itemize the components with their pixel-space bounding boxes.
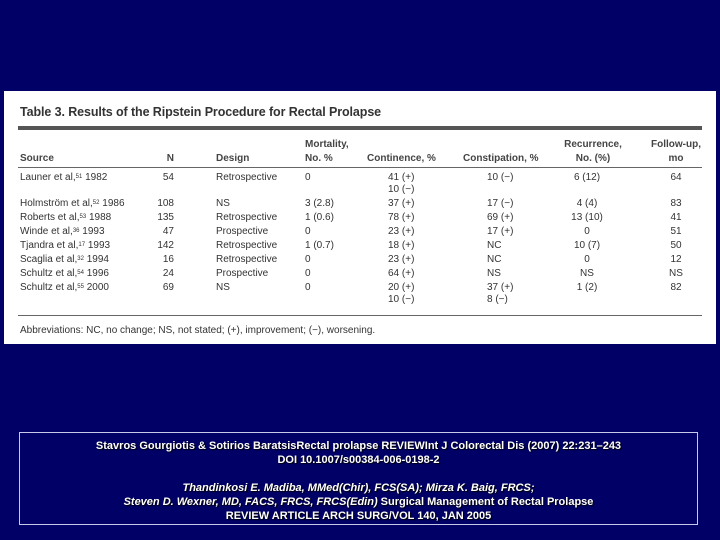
- citation-line-5: REVIEW ARTICLE ARCH SURG/VOL 140, JAN 2005: [225, 510, 492, 522]
- citation-line-2: DOI 10.1007/s00384-006-0198-2: [277, 454, 440, 466]
- source-name: Holmström et al,: [20, 198, 93, 209]
- cell-design: NS: [216, 282, 230, 293]
- source-name: Roberts et al,: [20, 212, 80, 223]
- source-year: 1996: [86, 268, 109, 279]
- cell-continence: 23 (+): [388, 254, 415, 265]
- header-mortality-1: Mortality,: [305, 139, 349, 150]
- cell-source: [20, 226, 105, 238]
- cell-design: Retrospective: [216, 254, 278, 265]
- source-year: 1993: [87, 240, 111, 251]
- cell-n: 142: [157, 240, 174, 251]
- cell-recurrence: 1 (2): [576, 282, 598, 293]
- cell-continence: 64 (+): [388, 268, 415, 279]
- citation-line-4: [20, 495, 697, 509]
- table-top-rule: [18, 126, 702, 130]
- cell-constipation: NC: [487, 240, 502, 251]
- cell-n: 47: [162, 226, 174, 237]
- cell-constipation: 17 (−): [487, 198, 514, 209]
- cell-n: 135: [157, 212, 174, 223]
- cell-source: [20, 172, 107, 184]
- cell-n: 108: [157, 198, 174, 209]
- cell-constipation: NC: [487, 254, 502, 265]
- cell-followup: NS: [669, 268, 683, 279]
- cell-recurrence: NS: [580, 268, 594, 279]
- cell-mortality: 1 (0.6): [305, 212, 334, 223]
- table-title: Table 3. Results of the Ripstein Procedure for Rectal Prolapse: [20, 105, 382, 119]
- cell-source: [20, 254, 109, 266]
- cell-design: Retrospective: [216, 212, 278, 223]
- header-followup-2: mo: [668, 153, 684, 164]
- source-name: Schultz et al,: [20, 268, 78, 279]
- cell-followup: 82: [670, 282, 682, 293]
- cell-mortality: 3 (2.8): [305, 198, 334, 209]
- cell-followup: 12: [670, 254, 682, 265]
- header-n: N: [166, 153, 174, 164]
- cell-continence: 20 (+): [388, 282, 415, 293]
- header-constipation: Constipation, %: [463, 153, 539, 164]
- header-recurrence-1: Recurrence,: [564, 139, 622, 150]
- cell-recurrence: 0: [584, 254, 590, 265]
- source-name: Tjandra et al,: [20, 240, 79, 251]
- source-year: 1993: [82, 226, 105, 237]
- cell-continence: 23 (+): [388, 226, 415, 237]
- cell-mortality: 0: [305, 282, 311, 293]
- cell-constipation: 69 (+): [487, 212, 514, 223]
- cell-recurrence: 13 (10): [571, 212, 603, 223]
- cell-n: 16: [162, 254, 174, 265]
- table-bottom-rule: [18, 315, 702, 316]
- cell-followup: 83: [670, 198, 682, 209]
- header-design: Design: [216, 153, 250, 164]
- header-recurrence-2: No. (%): [575, 153, 611, 164]
- cell-mortality: 1 (0.7): [305, 240, 334, 251]
- cell-source: [20, 240, 110, 252]
- cell-continence: 41 (+): [388, 172, 415, 183]
- cell-mortality: 0: [305, 172, 311, 183]
- cell-design: NS: [216, 198, 230, 209]
- source-year: 2000: [86, 282, 109, 293]
- citation-line-1: Stavros Gourgiotis & Sotirios BaratsisRectal prolapse REVIEWInt J Colorectal Dis (2007) 22:231–243: [95, 440, 622, 452]
- cell-mortality: 0: [305, 226, 311, 237]
- cell-recurrence: 6 (12): [573, 172, 601, 183]
- citation-line-4-title: Surgical Management of Rectal Prolapse: [377, 496, 594, 508]
- cell-constipation: NS: [487, 268, 501, 279]
- reference-number: 51: [75, 174, 83, 180]
- cell-followup: 64: [670, 172, 682, 183]
- reference-number: 55: [77, 284, 84, 290]
- cell-constipation2: 8 (−): [487, 294, 508, 305]
- cell-followup: 41: [670, 212, 682, 223]
- cell-n: 54: [162, 172, 174, 183]
- cell-constipation: 37 (+): [487, 282, 514, 293]
- header-followup-1: Follow-up,: [651, 139, 701, 150]
- reference-number: 53: [79, 214, 87, 220]
- source-name: Scaglia et al,: [20, 254, 78, 265]
- source-year: 1986: [102, 198, 125, 209]
- cell-source: [20, 212, 111, 224]
- cell-followup: 50: [670, 240, 682, 251]
- reference-number: 54: [77, 270, 84, 276]
- cell-design: Retrospective: [216, 240, 278, 251]
- header-continence: Continence, %: [367, 153, 436, 164]
- source-name: Launer et al,: [20, 172, 76, 183]
- header-source: Source: [20, 153, 54, 164]
- source-name: Schultz et al,: [20, 282, 78, 293]
- cell-recurrence: 4 (4): [576, 198, 598, 209]
- reference-number: 52: [92, 200, 100, 206]
- cell-source: [20, 198, 125, 210]
- cell-mortality: 0: [305, 254, 311, 265]
- cell-continence2: 10 (−): [388, 294, 415, 305]
- cell-source: [20, 282, 109, 294]
- citation-line-3: Thandinkosi E. Madiba, MMed(Chir), FCS(SA); Mirza K. Baig, FRCS;: [182, 482, 535, 494]
- results-table-panel: [4, 91, 716, 344]
- reference-number: 36: [72, 228, 80, 234]
- cell-continence2: 10 (−): [388, 184, 415, 195]
- cell-design: Prospective: [216, 226, 269, 237]
- citation-line-4-authors: Steven D. Wexner, MD, FACS, FRCS, FRCS(Edin): [123, 496, 378, 508]
- citation-box: [19, 432, 698, 525]
- cell-recurrence: 0: [584, 226, 590, 237]
- cell-source: [20, 268, 109, 280]
- cell-n: 69: [162, 282, 174, 293]
- cell-continence: 78 (+): [388, 212, 415, 223]
- cell-mortality: 0: [305, 268, 311, 279]
- source-year: 1994: [86, 254, 109, 265]
- cell-recurrence: 10 (7): [573, 240, 601, 251]
- cell-design: Prospective: [216, 268, 269, 279]
- header-mortality-2: No. %: [305, 153, 333, 164]
- cell-design: Retrospective: [216, 172, 278, 183]
- reference-number: 32: [77, 256, 84, 262]
- cell-constipation: 17 (+): [487, 226, 514, 237]
- source-year: 1982: [85, 172, 108, 183]
- abbreviations-note: Abbreviations: NC, no change; NS, not stated; (+), improvement; (−), worsening.: [20, 325, 376, 336]
- cell-continence: 18 (+): [388, 240, 415, 251]
- header-rule: [18, 167, 702, 168]
- cell-continence: 37 (+): [388, 198, 415, 209]
- source-name: Winde et al,: [20, 226, 73, 237]
- cell-n: 24: [162, 268, 174, 279]
- reference-number: 17: [78, 242, 86, 248]
- cell-followup: 51: [670, 226, 682, 237]
- cell-constipation: 10 (−): [487, 172, 514, 183]
- source-year: 1988: [88, 212, 112, 223]
